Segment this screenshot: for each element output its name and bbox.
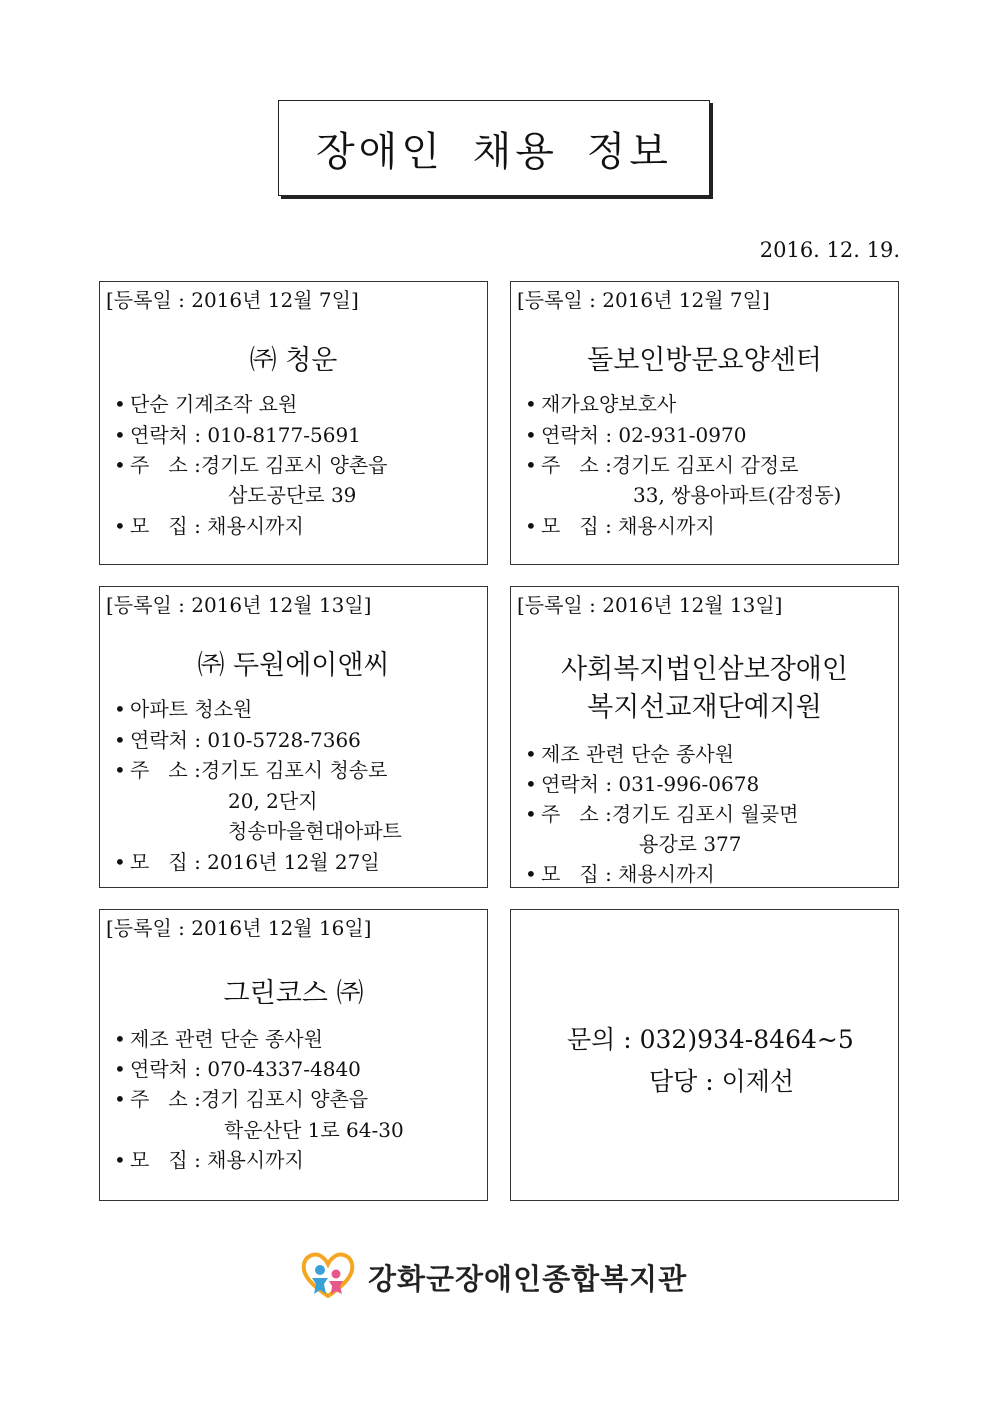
company-name: 사회복지법인삼보장애인 (561, 654, 848, 685)
job-title: • 단순 기계조작 요원 (114, 392, 298, 416)
inquiry-card (510, 909, 899, 1201)
registration-date: [등록일 : 2016년 12월 7일] (517, 288, 770, 312)
company-name: ㈜ 두원에이앤씨 (197, 650, 390, 681)
contact-phone: 031-996-0678 (618, 772, 760, 796)
address-line: 학운산단 1로 64-30 (224, 1118, 404, 1142)
document-date: 2016. 12. 19. (759, 238, 900, 262)
job-card (510, 281, 899, 565)
address-row: • 주 소 :경기도 김포시 월곶면 (525, 802, 799, 826)
registration-date: [등록일 : 2016년 12월 7일] (106, 288, 359, 312)
contact-row: • 연락처 : 010-5728-7366 (114, 728, 361, 752)
job-card (510, 586, 899, 888)
job-title: • 재가요양보호사 (525, 392, 677, 416)
contact-row: • 연락처 : 070-4337-4840 (114, 1057, 361, 1081)
page-title: 장애인 채용 정보 (316, 128, 672, 175)
contact-phone: 070-4337-4840 (207, 1057, 361, 1081)
contact-row: • 연락처 : 010-8177-5691 (114, 423, 361, 447)
deadline-row: • 모 집 : 2016년 12월 27일 (114, 850, 380, 874)
deadline-row: • 모 집 : 채용시까지 (525, 514, 715, 538)
job-title: • 아파트 청소원 (114, 697, 253, 721)
job-card (99, 909, 488, 1201)
deadline-row: • 모 집 : 채용시까지 (114, 514, 304, 538)
contact-phone: 02-931-0970 (618, 423, 747, 447)
address-row: • 주 소 :경기도 김포시 청송로 (114, 758, 388, 782)
footer-logo (300, 1250, 687, 1304)
address-row: • 주 소 :경기도 김포시 양촌읍 (114, 453, 388, 477)
contact-phone: 010-5728-7366 (207, 728, 361, 752)
address-line: 33, 쌍용아파트(감정동) (633, 483, 842, 507)
company-name: 돌보인방문요양센터 (587, 345, 822, 376)
registration-date: [등록일 : 2016년 12월 16일] (106, 916, 372, 940)
job-title: • 제조 관련 단순 종사원 (525, 742, 734, 766)
company-name: 그린코스 ㈜ (223, 978, 364, 1009)
contact-phone: 010-8177-5691 (207, 423, 361, 447)
heart-people-logo-icon (300, 1250, 356, 1304)
inquiry-phone: 문의 : 032)934-8464~5 (567, 1025, 854, 1054)
registration-date: [등록일 : 2016년 12월 13일] (517, 593, 783, 617)
company-name: 복지선교재단예지원 (587, 692, 822, 723)
address-row: • 주 소 :경기도 김포시 감정로 (525, 453, 799, 477)
contact-row: • 연락처 : 031-996-0678 (525, 772, 760, 796)
title-box (278, 100, 710, 196)
address-line: 청송마을현대아파트 (228, 819, 402, 843)
deadline-row: • 모 집 : 채용시까지 (114, 1148, 304, 1172)
inquiry-manager: 담당 : 이제선 (649, 1067, 795, 1096)
job-title: • 제조 관련 단순 종사원 (114, 1027, 323, 1051)
contact-row: • 연락처 : 02-931-0970 (525, 423, 747, 447)
deadline-row: • 모 집 : 채용시까지 (525, 862, 715, 886)
address-line: 삼도공단로 39 (228, 483, 357, 507)
registration-date: [등록일 : 2016년 12월 13일] (106, 593, 372, 617)
company-name: ㈜ 청운 (249, 345, 338, 376)
address-row: • 주 소 :경기 김포시 양촌읍 (114, 1087, 369, 1111)
job-card (99, 586, 488, 888)
address-line: 20, 2단지 (228, 789, 318, 813)
organization-name: 강화군장애인종합복지관 (368, 1261, 688, 1296)
job-card (99, 281, 488, 565)
address-line: 용강로 377 (639, 832, 742, 856)
